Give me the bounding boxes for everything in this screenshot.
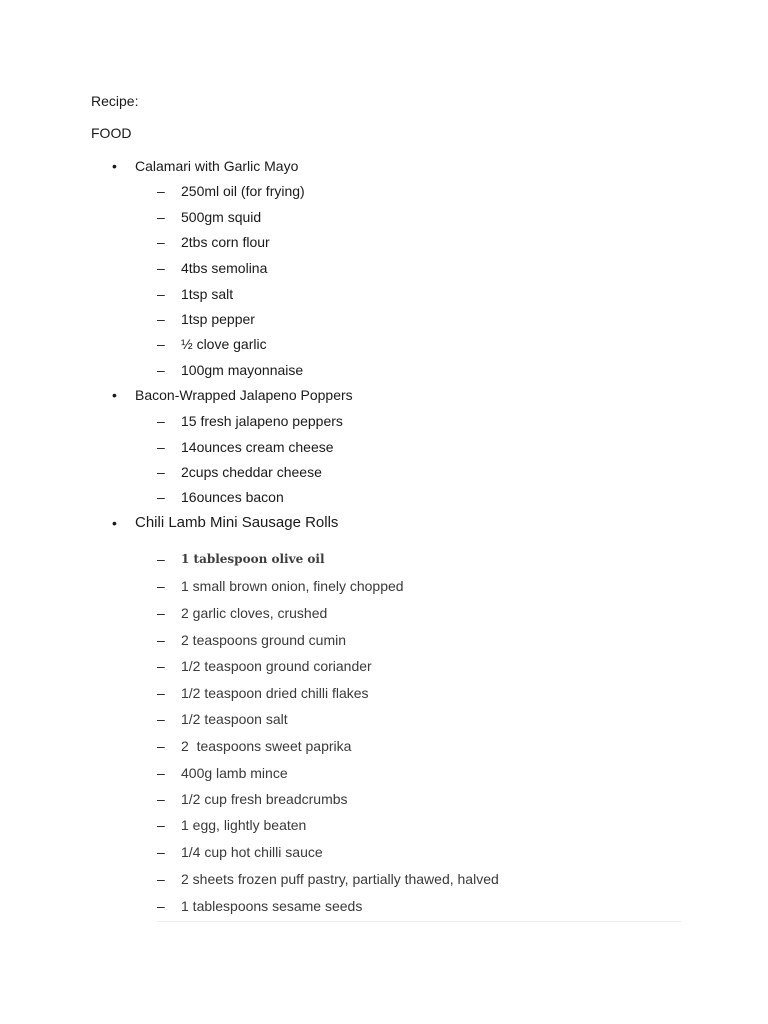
ingredient-text: 16ounces bacon (181, 489, 284, 505)
ingredient-text: 1 egg, lightly beaten (181, 817, 307, 833)
ingredient-text: 400g lamb mince (181, 765, 288, 781)
food-label: FOOD (91, 125, 132, 141)
dash-icon: – (157, 209, 165, 225)
dash-icon: – (157, 489, 165, 505)
ingredient-text: 1tsp pepper (181, 311, 255, 327)
dash-icon: – (157, 871, 165, 887)
ingredient-text: 1 small brown onion, finely chopped (181, 578, 404, 594)
ingredient-text: 1tsp salt (181, 286, 234, 302)
dash-icon: – (157, 311, 165, 327)
ingredient-text: 250ml oil (for frying) (181, 183, 305, 199)
recipe-label: Recipe: (91, 93, 139, 109)
dash-icon: – (157, 632, 165, 648)
divider-line (157, 921, 681, 922)
ingredient-text: 1/4 cup hot chilli sauce (181, 844, 323, 860)
ingredient-text: 2 garlic cloves, crushed (181, 605, 328, 621)
ingredient-text: 14ounces cream cheese (181, 439, 334, 455)
ingredient-text: 2 teaspoons ground cumin (181, 632, 346, 648)
ingredient-text: 1 tablespoon olive oil (181, 552, 325, 566)
dash-icon: – (157, 765, 165, 781)
ingredient-text: 1/2 teaspoon salt (181, 711, 288, 727)
ingredient-text: ½ clove garlic (181, 336, 267, 352)
dash-icon: – (157, 286, 165, 302)
ingredient-text: 2 sheets frozen puff pastry, partially thawed, halved (181, 871, 499, 887)
ingredient-text: 2 teaspoons sweet paprika (181, 738, 352, 754)
dash-icon: – (157, 738, 165, 754)
dash-icon: – (157, 711, 165, 727)
bullet-icon: • (112, 158, 117, 174)
dash-icon: – (157, 260, 165, 276)
dash-icon: – (157, 336, 165, 352)
dash-icon: – (157, 898, 165, 914)
ingredient-text: 4tbs semolina (181, 260, 268, 276)
dash-icon: – (157, 362, 165, 378)
dash-icon: – (157, 551, 165, 567)
dash-icon: – (157, 183, 165, 199)
section-title: Calamari with Garlic Mayo (135, 158, 299, 174)
dash-icon: – (157, 791, 165, 807)
section-title: Chili Lamb Mini Sausage Rolls (135, 514, 339, 531)
dash-icon: – (157, 234, 165, 250)
dash-icon: – (157, 439, 165, 455)
ingredient-text: 15 fresh jalapeno peppers (181, 413, 343, 429)
bullet-icon: • (112, 387, 117, 403)
ingredient-text: 1/2 teaspoon ground coriander (181, 658, 372, 674)
dash-icon: – (157, 578, 165, 594)
dash-icon: – (157, 817, 165, 833)
ingredient-text: 2tbs corn flour (181, 234, 270, 250)
dash-icon: – (157, 413, 165, 429)
ingredient-text: 500gm squid (181, 209, 262, 225)
ingredient-text: 100gm mayonnaise (181, 362, 304, 378)
dash-icon: – (157, 464, 165, 480)
dash-icon: – (157, 605, 165, 621)
section-title: Bacon-Wrapped Jalapeno Poppers (135, 387, 353, 403)
ingredient-text: 1 tablespoons sesame seeds (181, 898, 363, 914)
dash-icon: – (157, 658, 165, 674)
ingredient-text: 1/2 teaspoon dried chilli flakes (181, 685, 369, 701)
ingredient-text: 2cups cheddar cheese (181, 464, 322, 480)
bullet-icon: • (112, 515, 117, 531)
dash-icon: – (157, 685, 165, 701)
ingredient-text: 1/2 cup fresh breadcrumbs (181, 791, 348, 807)
dash-icon: – (157, 844, 165, 860)
